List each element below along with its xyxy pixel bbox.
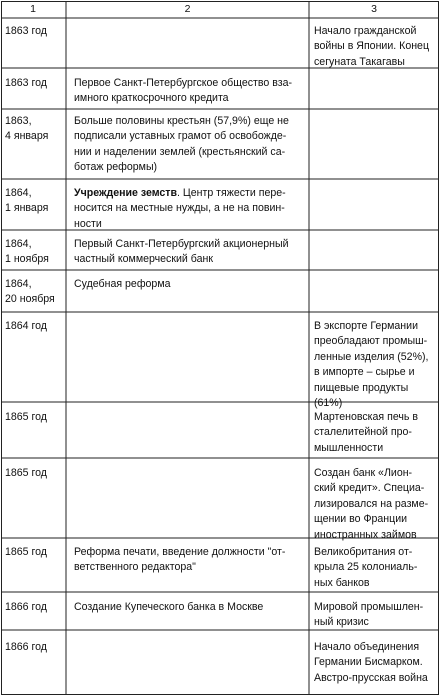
row-world-event: Начало объединения Германии Бисмарком. Австро-прусская война — [314, 641, 428, 684]
header-col2: 2 — [184, 3, 191, 15]
row-date: 1866 год — [5, 601, 47, 613]
row-date: 1863, 4 января — [5, 115, 49, 143]
header-col1: 1 — [30, 3, 36, 15]
row-date: 1863 год — [5, 77, 47, 89]
row-date: 1864, 1 ноября — [5, 238, 49, 266]
event-rest: . Центр тяжести пере- носится на местные нужды, а не на повин- ности — [74, 187, 286, 230]
row-russia-event: Создание Купеческого банка в Москве — [74, 601, 264, 613]
row-world-event: Мартеновская печь в сталелитейной про- мышленности — [314, 411, 418, 454]
row-date: 1864, 1 января — [5, 187, 49, 215]
row-russia-event: Больше половины крестьян (57,9%) еще не подписали уставных грамот об освобожде- нии и наделении землей (крестьянский са- ботаж реформы) — [74, 115, 289, 174]
row-date: 1864, 20 ноября — [5, 278, 55, 306]
row-russia-event: Первое Санкт-Петербургское общество вза- имного краткосрочного кредита — [74, 77, 292, 105]
row-russia-event: Первый Санкт-Петербургский акционерный частный коммерческий банк — [74, 238, 289, 266]
row-world-event: Великобритания от- крыла 25 колониаль- ных банков — [314, 546, 418, 589]
row-russia-event: Реформа печати, введение должности "от- ветственного редактора" — [74, 546, 286, 574]
row-date: 1863 год — [5, 25, 47, 37]
row-world-event: Мировой промышлен- ный кризис — [314, 601, 424, 629]
row-date: 1865 год — [5, 411, 47, 423]
row-world-event: Создан банк «Лион- ский кредит». Специа- лизировался на разме- щении во Франции иностранных займов — [314, 467, 429, 541]
row-world-event: В экспорте Германии преобладают промыш- ленные изделия (52%), в импорте – сырье и пищевые продукты (61%) — [314, 320, 429, 410]
row-russia-event: Судебная реформа — [74, 278, 171, 290]
row-date: 1865 год — [5, 546, 47, 558]
event-bold-lead: Учреждение земств — [74, 187, 178, 199]
row-date: 1866 год — [5, 641, 47, 653]
row-russia-event — [74, 186, 286, 232]
row-date: 1865 год — [5, 467, 47, 479]
header-col3: 3 — [371, 3, 377, 15]
row-world-event: Начало гражданской войны в Японии. Конец сегуната Такагавы — [314, 25, 430, 68]
row-date: 1864 год — [5, 320, 47, 332]
